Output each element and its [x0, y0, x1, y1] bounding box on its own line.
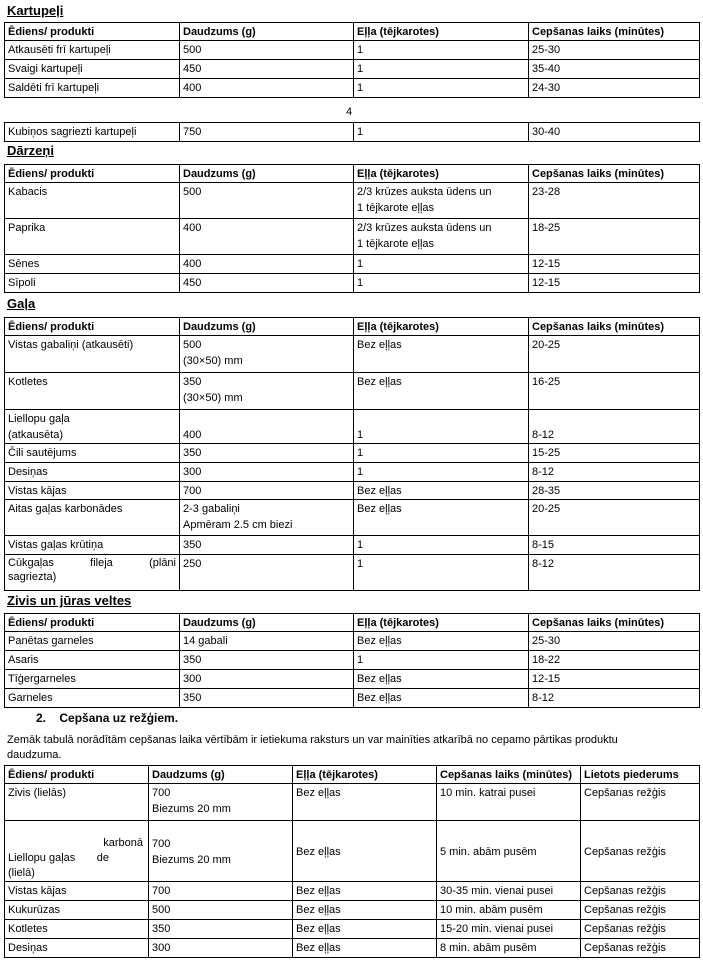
oil-line-2: 1 tējkarote eļļas [357, 202, 435, 214]
table-header-row [5, 766, 700, 784]
cell-food: Garneles [5, 689, 180, 708]
cell-oil: Bez eļļas [293, 784, 437, 821]
quantity-value: 350 [183, 376, 202, 388]
table-row [5, 219, 700, 255]
cell-oil: 1 [354, 79, 529, 98]
cell-time: 8-12 [529, 555, 700, 591]
oil-line-1: 2/3 krūzes auksta ūdens un [357, 186, 492, 198]
header-quantity: Daudzums (g) [180, 23, 354, 41]
grill-section-title: Cepšana uz režģiem. [59, 711, 179, 725]
page-number: 4 [346, 106, 353, 118]
table-row [5, 500, 700, 536]
cell-tool: Cepšanas režģis [581, 939, 700, 958]
cell-time: 10 min. katrai pusei [437, 784, 581, 821]
header-food: Ēdiens/ produkti [5, 318, 180, 336]
cell-food: Panētas garneles [5, 632, 180, 651]
cell-quantity: 400 [180, 410, 354, 444]
cell-oil: 1 [354, 123, 529, 142]
cell-time: 20-25 [529, 500, 700, 536]
cell-time: 8-12 [529, 463, 700, 482]
cell-oil: Bez eļļas [293, 901, 437, 920]
section-title-meat: Gaļa [7, 296, 36, 311]
cell-quantity: 700 [149, 882, 293, 901]
header-oil: Eļļa (tējkarotes) [354, 318, 529, 336]
cell-oil: Bez eļļas [293, 882, 437, 901]
cell-time: 23-28 [529, 183, 700, 219]
food-fragment-4: (lielā) [8, 867, 35, 879]
cell-oil: 1 [354, 444, 529, 463]
quantity-detail: (30×50) mm [183, 355, 243, 367]
cell-oil [354, 219, 529, 255]
cell-quantity: 14 gabali [180, 632, 354, 651]
cell-food: Tīģergarneles [5, 670, 180, 689]
header-tool: Lietots piederums [581, 766, 700, 784]
table-row [5, 183, 700, 219]
cell-food: Vistas kājas [5, 882, 149, 901]
cell-oil: 1 [354, 41, 529, 60]
table-row [5, 821, 700, 882]
cell-quantity: 400 [180, 255, 354, 274]
cell-food: Vistas gaļas krūtiņa [5, 536, 180, 555]
cell-oil: Bez eļļas [354, 689, 529, 708]
cell-oil: Bez eļļas [293, 821, 437, 882]
cell-time: 10 min. abām pusēm [437, 901, 581, 920]
cell-food [5, 410, 180, 444]
table-row [5, 632, 700, 651]
quantity-value: 700 [152, 837, 171, 850]
table-row [5, 882, 700, 901]
potatoes-table-continued [4, 122, 700, 142]
cell-time: 12-15 [529, 670, 700, 689]
table-row [5, 274, 700, 293]
food-line-1: Liellopu gaļa [8, 413, 70, 425]
cell-food: Kabacis [5, 183, 180, 219]
cell-time: 18-22 [529, 651, 700, 670]
cell-quantity: 500 [180, 41, 354, 60]
table-header-row [5, 165, 700, 183]
cell-food: Kotletes [5, 920, 149, 939]
cell-quantity: 250 [180, 555, 354, 591]
oil-line-2: 1 tējkarote eļļas [357, 238, 435, 250]
header-food: Ēdiens/ produkti [5, 165, 180, 183]
cell-quantity: 400 [180, 219, 354, 255]
header-time: Cepšanas laiks (minūtes) [529, 165, 700, 183]
grill-section-number: 2. [36, 711, 47, 725]
header-time: Cepšanas laiks (minūtes) [529, 614, 700, 632]
cell-quantity [180, 373, 354, 410]
header-quantity: Daudzums (g) [180, 318, 354, 336]
cell-tool: Cepšanas režģis [581, 882, 700, 901]
cell-quantity: 500 [180, 183, 354, 219]
table-row [5, 689, 700, 708]
cell-time: 18-25 [529, 219, 700, 255]
table-row [5, 651, 700, 670]
header-quantity: Daudzums (g) [149, 766, 293, 784]
cell-oil: Bez eļļas [354, 373, 529, 410]
cell-quantity [180, 336, 354, 373]
table-row [5, 463, 700, 482]
table-row [5, 79, 700, 98]
meat-table [4, 317, 700, 591]
fish-table [4, 613, 700, 708]
table-row [5, 482, 700, 500]
cell-time: 12-15 [529, 255, 700, 274]
header-quantity: Daudzums (g) [180, 614, 354, 632]
potatoes-table [4, 22, 700, 98]
cell-quantity: 350 [180, 651, 354, 670]
quantity-detail: (30×50) mm [183, 392, 243, 404]
table-row [5, 123, 700, 142]
vegetables-table [4, 164, 700, 293]
cell-food: Kubiņos sagriezti kartupeļi [5, 123, 180, 142]
cell-food: Kotletes [5, 373, 180, 410]
header-oil: Eļļa (tējkarotes) [354, 23, 529, 41]
cell-quantity: 350 [180, 444, 354, 463]
table-header-row [5, 318, 700, 336]
quantity-value: 2-3 gabaliņi [183, 503, 240, 515]
cell-quantity: 300 [180, 670, 354, 689]
cell-oil [354, 183, 529, 219]
cell-time: 25-30 [529, 632, 700, 651]
table-row [5, 670, 700, 689]
header-oil: Eļļa (tējkarotes) [354, 165, 529, 183]
cell-food: Svaigi kartupeļi [5, 60, 180, 79]
food-line-2: (atkausēta) [8, 429, 64, 441]
cell-quantity [149, 821, 293, 882]
food-fragment-3: de [96, 852, 109, 864]
header-food: Ēdiens/ produkti [5, 614, 180, 632]
cell-food: Sīpoli [5, 274, 180, 293]
header-time: Cepšanas laiks (minūtes) [529, 23, 700, 41]
food-line-1: Cūkgaļas fileja (plāni [8, 557, 176, 569]
cell-oil: Bez eļļas [293, 939, 437, 958]
cell-oil: 1 [354, 60, 529, 79]
table-row [5, 373, 700, 410]
cell-food: Saldēti frī kartupeļi [5, 79, 180, 98]
quantity-detail: Apmēram 2.5 cm biezi [183, 519, 293, 531]
table-row [5, 555, 700, 591]
cell-time: 30-40 [529, 123, 700, 142]
cell-time: 12-15 [529, 274, 700, 293]
header-oil: Eļļa (tējkarotes) [293, 766, 437, 784]
cell-oil: 1 [354, 651, 529, 670]
food-fragment-2: Liellopu gaļas [8, 852, 76, 864]
cell-quantity: 350 [149, 920, 293, 939]
food-fragment-1: karbonā [103, 837, 143, 849]
cell-time: 28-35 [529, 482, 700, 500]
quantity-value: 700 [152, 787, 171, 799]
cell-time: 15-20 min. vienai pusei [437, 920, 581, 939]
header-time: Cepšanas laiks (minūtes) [437, 766, 581, 784]
grill-table [4, 765, 700, 958]
food-line-2: sagriezta) [8, 571, 57, 583]
quantity-detail: Biezums 20 mm [152, 853, 231, 866]
cell-oil: Bez eļļas [354, 336, 529, 373]
cell-quantity: 750 [180, 123, 354, 142]
cell-oil: Bez eļļas [354, 482, 529, 500]
cell-quantity: 400 [180, 79, 354, 98]
section-title-potatoes: Kartupeļi [7, 3, 64, 18]
quantity-value: 500 [183, 339, 202, 351]
cell-tool: Cepšanas režģis [581, 821, 700, 882]
table-row [5, 336, 700, 373]
cell-food: Vistas gabaliņi (atkausēti) [5, 336, 180, 373]
table-header-row [5, 614, 700, 632]
cell-food [5, 555, 180, 591]
cell-oil: 1 [354, 536, 529, 555]
cell-time: 24-30 [529, 79, 700, 98]
cell-quantity: 350 [180, 536, 354, 555]
cell-quantity: 450 [180, 274, 354, 293]
header-time: Cepšanas laiks (minūtes) [529, 318, 700, 336]
cell-oil: 1 [354, 555, 529, 591]
cell-time: 25-30 [529, 41, 700, 60]
table-row [5, 901, 700, 920]
cell-food: Vistas kājas [5, 482, 180, 500]
header-food: Ēdiens/ produkti [5, 766, 149, 784]
cell-food [5, 821, 149, 882]
cell-quantity [180, 500, 354, 536]
cell-food: Desiņas [5, 939, 149, 958]
section-title-vegetables: Dārzeņi [7, 143, 54, 158]
cell-time: 8-12 [529, 689, 700, 708]
grill-intro-line-2: daudzuma. [7, 749, 62, 761]
cell-food: Asaris [5, 651, 180, 670]
cell-food: Kukurūzas [5, 901, 149, 920]
table-row [5, 444, 700, 463]
cell-quantity: 700 [180, 482, 354, 500]
cell-oil: Bez eļļas [354, 500, 529, 536]
grill-intro-line-1: Zemāk tabulā norādītām cepšanas laika vērtībām ir ietiekuma raksturs un var mainīties atkarībā no cepamo pārtikas produktu [7, 734, 618, 746]
cell-quantity: 500 [149, 901, 293, 920]
section-title-fish: Zivis un jūras veltes [7, 593, 132, 608]
quantity-detail: Biezums 20 mm [152, 803, 231, 815]
cell-time: 16-25 [529, 373, 700, 410]
cell-oil: Bez eļļas [354, 670, 529, 689]
cell-quantity: 300 [149, 939, 293, 958]
cell-food: Zivis (lielās) [5, 784, 149, 821]
cell-oil: Bez eļļas [354, 632, 529, 651]
cell-quantity [149, 784, 293, 821]
table-row [5, 410, 700, 444]
cell-oil: 1 [354, 410, 529, 444]
cell-time: 8 min. abām pusēm [437, 939, 581, 958]
table-header-row [5, 23, 700, 41]
table-row [5, 255, 700, 274]
cell-time: 8-15 [529, 536, 700, 555]
header-food: Ēdiens/ produkti [5, 23, 180, 41]
table-row [5, 939, 700, 958]
header-oil: Eļļa (tējkarotes) [354, 614, 529, 632]
cell-time: 30-35 min. vienai pusei [437, 882, 581, 901]
table-row [5, 536, 700, 555]
oil-line-1: 2/3 krūzes auksta ūdens un [357, 222, 492, 234]
cell-tool: Cepšanas režģis [581, 784, 700, 821]
cell-food: Čili sautējums [5, 444, 180, 463]
cell-time: 35-40 [529, 60, 700, 79]
cell-tool: Cepšanas režģis [581, 920, 700, 939]
cell-food: Paprika [5, 219, 180, 255]
header-quantity: Daudzums (g) [180, 165, 354, 183]
cell-food: Sēnes [5, 255, 180, 274]
cell-tool: Cepšanas režģis [581, 901, 700, 920]
cell-time: 15-25 [529, 444, 700, 463]
cell-time: 5 min. abām pusēm [437, 821, 581, 882]
cell-oil: 1 [354, 255, 529, 274]
table-row [5, 784, 700, 821]
cell-oil: 1 [354, 274, 529, 293]
cell-food: Desiņas [5, 463, 180, 482]
cell-time: 8-12 [529, 410, 700, 444]
cell-oil: Bez eļļas [293, 920, 437, 939]
grill-section-heading [36, 711, 178, 725]
grill-intro-paragraph [7, 733, 697, 763]
cell-food: Atkausēti frī kartupeļi [5, 41, 180, 60]
cell-oil: 1 [354, 463, 529, 482]
cell-quantity: 300 [180, 463, 354, 482]
cell-time: 20-25 [529, 336, 700, 373]
table-row [5, 60, 700, 79]
table-row [5, 920, 700, 939]
cell-food: Aitas gaļas karbonādes [5, 500, 180, 536]
cell-quantity: 350 [180, 689, 354, 708]
table-row [5, 41, 700, 60]
cell-quantity: 450 [180, 60, 354, 79]
